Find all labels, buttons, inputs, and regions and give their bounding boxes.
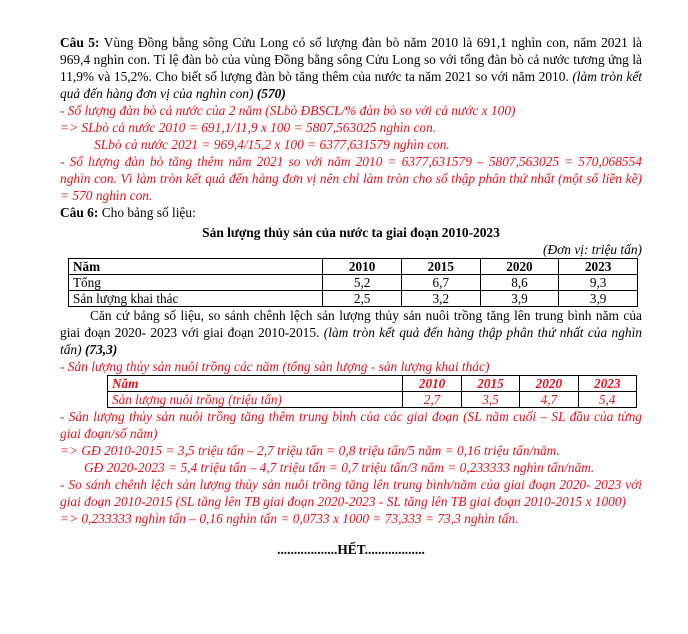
- q5-solution-line-4: - Số lượng đàn bò tăng thêm năm 2021 so với năm 2010 = 6377,631579 – 5807,563025 = 570,068554 nghìn con. Vì làm tròn kết quả đến hàng đơn vị nên chỉ làm tròn cho số thập phân thứ nhất (một số liền kề) = 570 nghìn con.: [60, 154, 642, 203]
- table-header-cell: Năm: [69, 259, 323, 275]
- solution-table-cell: 3,5: [461, 392, 519, 408]
- question-6-note: (làm tròn kết quả đến hàng thập phân thứ nhất của nghìn tấn): [60, 325, 643, 357]
- end-marker: ..................HẾT..................: [277, 542, 425, 557]
- table-cell: 5,2: [323, 275, 402, 291]
- q6-solution-line-4: GĐ 2020-2023 = 5,4 triệu tấn – 4,7 triệu tấn = 0,7 triệu tấn/3 năm = 0,233333 nghìn tấn/năm.: [84, 460, 595, 475]
- question-6: [60, 204, 642, 221]
- table-unit: (Đơn vị: triệu tấn): [543, 242, 642, 257]
- table-header-cell: 2023: [559, 259, 638, 275]
- question-5-text: Vùng Đồng bằng sông Cửu Long có số lượng đàn bò năm 2010 là 691,1 nghìn con, năm 2021 là 969,4 nghìn con. Tỉ lệ đàn bò của vùng Đồng bằng sông Cửu Long so với tổng đàn bò cả nước tương ứng là 11,9% và 15,2%. Cho biết số lượng đàn bò tăng thêm của nước ta năm 2021 so với năm 2010.: [60, 35, 643, 84]
- question-5-note: (làm tròn kết quả đến hàng đơn vị của nghìn con): [60, 69, 642, 101]
- q6-solution-line-1: - Sản lượng thủy sản nuôi trồng các năm (tổng sản lượng - sản lượng khai thác): [60, 359, 490, 374]
- solution-table-header-cell: 2015: [461, 376, 519, 392]
- question-6-body: [60, 307, 642, 358]
- question-5: [60, 34, 642, 102]
- solution-table-header-cell: Năm: [108, 376, 403, 392]
- q6-solution-line-5: - So sánh chênh lệch sản lượng thủy sản nuôi trồng tăng lên trung bình/năm của giai đoạn 2020- 2023 với giai đoạn 2010-2015 (SL tăng lên TB giai đoạn 2020-2023 - SL tăng lên TB giai đoạn 2010-2015 x 1000): [60, 477, 642, 509]
- table-row: [69, 291, 638, 307]
- solution-table-row: [108, 392, 637, 408]
- q5-solution-line-2: => SLbò cả nước 2010 = 691,1/11,9 x 100 = 5807,563025 nghìn con.: [60, 120, 437, 135]
- solution-table-header-cell: 2010: [403, 376, 461, 392]
- solution-table-cell: 5,4: [578, 392, 636, 408]
- table-cell: Tổng: [69, 275, 323, 291]
- table-cell: 9,3: [559, 275, 638, 291]
- table-header-row: [69, 259, 638, 275]
- table-cell: 6,7: [401, 275, 480, 291]
- solution-table-cell: Sản lượng nuôi trồng (triệu tấn): [108, 392, 403, 408]
- question-6-question: Căn cứ bảng số liệu, so sánh chênh lệch sản lượng thủy sản nuôi trồng tăng lên trung bình năm của giai đoạn 2020- 2023 với giai đoạn 2010-2015.: [60, 308, 642, 340]
- document-page: [60, 34, 642, 571]
- solution-table-header-cell: 2020: [520, 376, 578, 392]
- q5-solution-line-1: - Số lượng đàn bò cả nước của 2 năm (SLbò ĐBSCL/% đàn bò so với cả nước x 100): [60, 103, 516, 118]
- solution-table-header-row: [108, 376, 637, 392]
- q6-solution-line-6: => 0,233333 nghìn tấn – 0,16 nghìn tấn = 0,0733 x 1000 = 73,333 = 73,3 nghìn tấn.: [60, 511, 519, 526]
- table-cell: 2,5: [323, 291, 402, 307]
- table-title: Sản lượng thủy sản của nước ta giai đoạn 2010-2023: [202, 225, 500, 240]
- q6-solution-line-2: - Sản lượng thủy sản nuôi trồng tăng thêm trung bình của các giai đoạn (SL năm cuối – SL đầu của từng giai đoạn/số năm): [60, 409, 642, 441]
- table-cell: 8,6: [480, 275, 559, 291]
- table-header-cell: 2020: [480, 259, 559, 275]
- question-6-text: Cho bảng số liệu:: [101, 205, 196, 220]
- table-row: [69, 275, 638, 291]
- table-cell: 3,9: [559, 291, 638, 307]
- table-header-cell: 2015: [401, 259, 480, 275]
- solution-table: [107, 375, 637, 408]
- question-6-answer: (73,3): [84, 342, 118, 357]
- table-cell: 3,2: [401, 291, 480, 307]
- solution-table-cell: 2,7: [403, 392, 461, 408]
- solution-table-header-cell: 2023: [578, 376, 636, 392]
- table-header-cell: 2010: [323, 259, 402, 275]
- table-cell: Sản lượng khai thác: [69, 291, 323, 307]
- question-5-label: Câu 5:: [60, 35, 100, 50]
- q5-solution-line-3: SLbò cả nước 2021 = 969,4/15,2 x 100 = 6377,631579 nghìn con.: [94, 137, 450, 152]
- question-6-label: Câu 6:: [60, 205, 99, 220]
- table-cell: 3,9: [480, 291, 559, 307]
- q6-solution-line-3: => GĐ 2010-2015 = 3,5 triệu tấn – 2,7 triệu tấn = 0,8 triệu tấn/5 năm = 0,16 triệu tấn/năm.: [60, 443, 560, 458]
- data-table: [68, 258, 638, 307]
- question-5-answer: (570): [256, 86, 286, 101]
- solution-table-cell: 4,7: [520, 392, 578, 408]
